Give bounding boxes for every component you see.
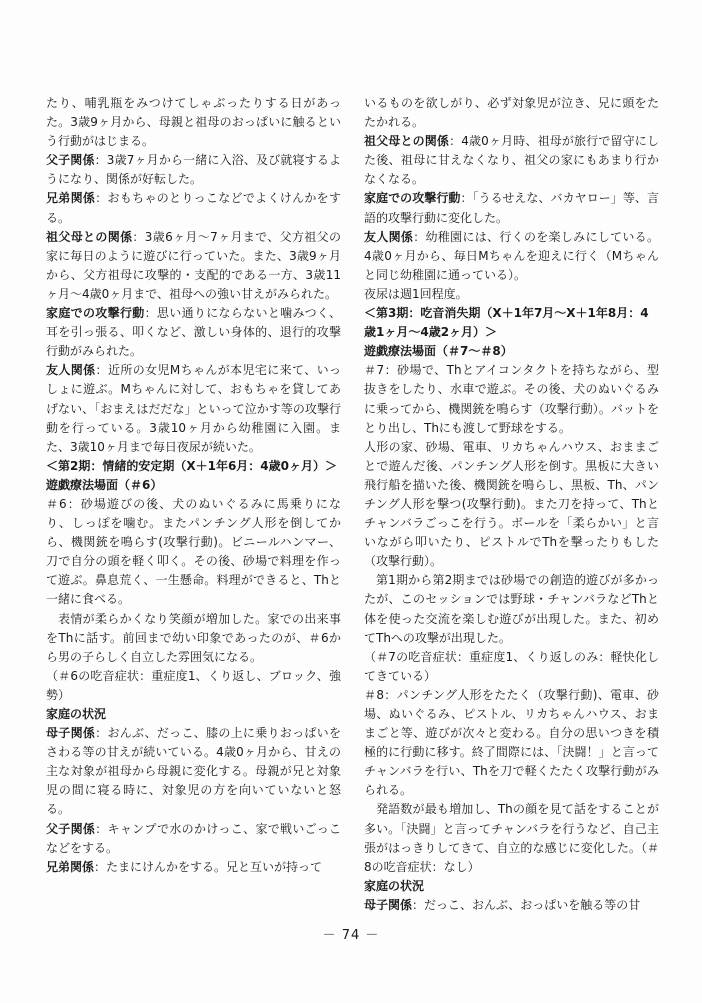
paragraph-label: 家庭での攻撃行動 (364, 191, 461, 206)
paragraph-text: だっこ、おんぶ、おっぱいを触る等の甘 (424, 897, 641, 912)
paragraph-label: 母子関係 (364, 897, 413, 912)
body-paragraph: （＃6の吃音症状：重症度1、くり返し、ブロック、強勢） (46, 668, 341, 702)
labeled-paragraph (46, 304, 341, 361)
body-paragraph: 夜尿は週1回程度。 (364, 286, 468, 301)
labeled-paragraph (364, 132, 659, 189)
paragraph-text: 思い通りにならないと噛みつく、耳を引っ張る、叩くなど、激しい身体的、退行的攻撃行動がみられた。 (46, 306, 341, 359)
labeled-paragraph (46, 151, 341, 189)
label-separator: ： (460, 191, 473, 206)
paragraph-text: 「うるせえな、バカヤロー」等、言語的攻撃行動に変化した。 (364, 191, 659, 225)
section-heading: 家庭の状況 (364, 878, 425, 893)
label-separator: ： (95, 821, 108, 836)
paragraph-label: 兄弟関係 (46, 191, 96, 206)
label-separator: ： (449, 134, 462, 149)
right-column (364, 94, 659, 915)
body-paragraph: ＃7：砂場で、Thとアイコンタクトを持ちながら、型抜きをしたり、水車で遊ぶ。その後、犬のぬいぐるみに乗ってから、機関銃を鳴らす（攻撃行動）。バットをとり出し、Thにも渡して野球をする。 (364, 363, 659, 435)
paragraph-label: 祖父母との関係 (46, 229, 133, 244)
paragraph-label: 祖父母との関係 (364, 134, 450, 149)
paragraph-text: 幼稚園には、行くのを楽しみにしている。4歳0ヶ月から、毎日Mちゃんを迎えに行く（Mちゃんと同じ幼稚園に通っている）。 (364, 229, 659, 282)
body-paragraph: 表情が柔らかくなり笑顔が増加した。家での出来事をThに話す。前回まで幼い印象であったのが、＃6から男の子らしく自立した雰囲気になる。 (46, 611, 341, 664)
section-heading: 家庭の状況 (46, 707, 107, 721)
paragraph-label: 母子関係 (46, 726, 96, 741)
paragraph-label: 友人関係 (46, 363, 96, 378)
labeled-paragraph (364, 896, 659, 915)
labeled-paragraph (46, 858, 341, 877)
section-heading: 遊戯療法場面（＃7～＃8） (364, 344, 513, 359)
paragraph-label: 父子関係 (46, 821, 96, 836)
label-separator: ： (95, 191, 108, 206)
body-paragraph: ＃6：砂場遊びの後、犬のぬいぐるみに馬乗りになり、しっぽを噛む。またパンチング人形を倒してから、機関銃を鳴らす(攻撃行動)。ビニールハンマー、刀で自分の頭を軽く叩く。その後、砂場で料理を作って遊ぶ。鼻息荒く、一生懸命。料理ができると、Thと一緒に食べる。 (46, 496, 341, 607)
section-heading: ＜第3期：吃音消失期（X＋1年7月～X＋1年8月：4歳1ヶ月～4歳2ヶ月）＞ (364, 306, 649, 340)
paragraph-label: 友人関係 (364, 229, 414, 244)
paragraph-text: おんぶ、だっこ、膝の上に乗りおっぱいをさわる等の甘えが続いている。4歳0ヶ月から、甘えの主な対象が祖母から母親に変化する。母親が兄と対象児の間に寝る時に、対象児の方を向いていないと怒る。 (46, 726, 341, 817)
body-paragraph: （＃7の吃音症状：重症度1、くり返しのみ：軽快化してきている） (364, 649, 659, 683)
paragraph-text: おもちゃのとりっこなどでよくけんかをする。 (46, 191, 341, 225)
paragraph-text: たまにけんかをする。兄と互いが持って (106, 859, 323, 874)
labeled-paragraph (46, 189, 341, 227)
body-paragraph: ＃8：パンチング人形をたたく（攻撃行動)、電車、砂場、ぬいぐるみ、ピストル、リカちゃんハウス、おままごと等、遊びが次々と変わる。自分の思いつきを積極的に行動に移す。終了間際には、「決闘！」と言ってチャンバラを行い、Thを刀で軽くたたく攻撃行動がみられる。 (364, 687, 659, 798)
label-separator: ： (413, 229, 426, 244)
label-separator: ： (94, 859, 107, 874)
paragraph-text: キャンプで水のかけっこ、家で戦いごっこなどをする。 (46, 821, 341, 855)
paragraph-label: 兄弟関係 (46, 859, 95, 874)
section-heading: 遊戯療法場面（＃6） (46, 477, 163, 492)
labeled-paragraph (46, 820, 341, 858)
body-paragraph: 発語数が最も増加し、Thの顔を見て話をすることが多い。「決闘」と言ってチャンバラを行うなど、自己主張がはっきりしてきて、自立的な感じに変化した。（＃8の吃音症状：なし） (364, 802, 659, 874)
label-separator: ： (95, 726, 108, 741)
label-separator: ： (132, 229, 145, 244)
section-heading: ＜第2期：情緒的安定期（X＋1年6月：4歳0ヶ月）＞ (46, 458, 338, 473)
page-number: － 74 － (322, 928, 380, 943)
body-paragraph: 人形の家、砂場、電車、リカちゃんハウス、おままごとで遊んだ後、パンチング人形を倒す。黒板に大きい飛行船を描いた後、機関銃を鳴らし、黒板、Th、パンチング人形を撃つ(攻撃行動)。また刀を持って、Thとチャンバラごっこを行う。ボールを「柔らかい」と言いながら叩いたり、ピストルでThを撃ったりもした（攻撃行動）。 (364, 439, 659, 569)
labeled-paragraph (46, 361, 341, 456)
body-paragraph: たり、哺乳瓶をみつけてしゃぶったりする日があった。3歳9ヶ月から、母親と祖母のおっぱいに触るという行動がはじまる。 (46, 96, 341, 149)
paragraph-text: 3歳7ヶ月から一緒に入浴、及び就寝するようになり、関係が好転した。 (46, 153, 341, 187)
body-paragraph: 第1期から第2期までは砂場での創造的遊びが多かったが、このセッションでは野球・チャンバラなどThと体を使った交流を楽しむ遊びが出現した。また、初めてThへの攻撃が出現した。 (364, 573, 659, 645)
labeled-paragraph (364, 189, 659, 227)
body-paragraph: いるものを欲しがり、必ず対象児が泣き、兄に頭をたたかれる。 (364, 96, 659, 130)
label-separator: ： (95, 363, 108, 378)
labeled-paragraph (364, 228, 659, 285)
label-separator: ： (412, 897, 425, 912)
labeled-paragraph (46, 228, 341, 304)
label-separator: ： (144, 306, 157, 321)
paragraph-text: 近所の女児Mちゃんが本児宅に来て、いっしょに遊ぶ。Mちゃんに対して、おもちゃを貸してあげない、「おまえはだだな」といって泣かす等の攻撃行動を行っている。3歳10ヶ月から幼稚園に入園。また、3歳10ヶ月まで毎日夜尿が続いた。 (46, 363, 341, 454)
paragraph-label: 家庭での攻撃行動 (46, 306, 145, 321)
labeled-paragraph (46, 724, 341, 819)
paragraph-label: 父子関係 (46, 153, 95, 168)
paragraph-text: 3歳6ヶ月～7ヶ月まで、父方祖父の家に毎日のように遊びに行っていた。また、3歳9ヶ月から、父方祖母に攻撃的・支配的である一方、3歳11ヶ月～4歳0ヶ月まで、祖母への強い甘えがみられた。 (46, 229, 341, 301)
left-column (46, 94, 341, 877)
label-separator: ： (94, 153, 107, 168)
paragraph-text: 4歳0ヶ月時、祖母が旅行で留守にした後、祖母に甘えなくなり、祖父の家にもあまり行かなくなる。 (364, 134, 659, 187)
